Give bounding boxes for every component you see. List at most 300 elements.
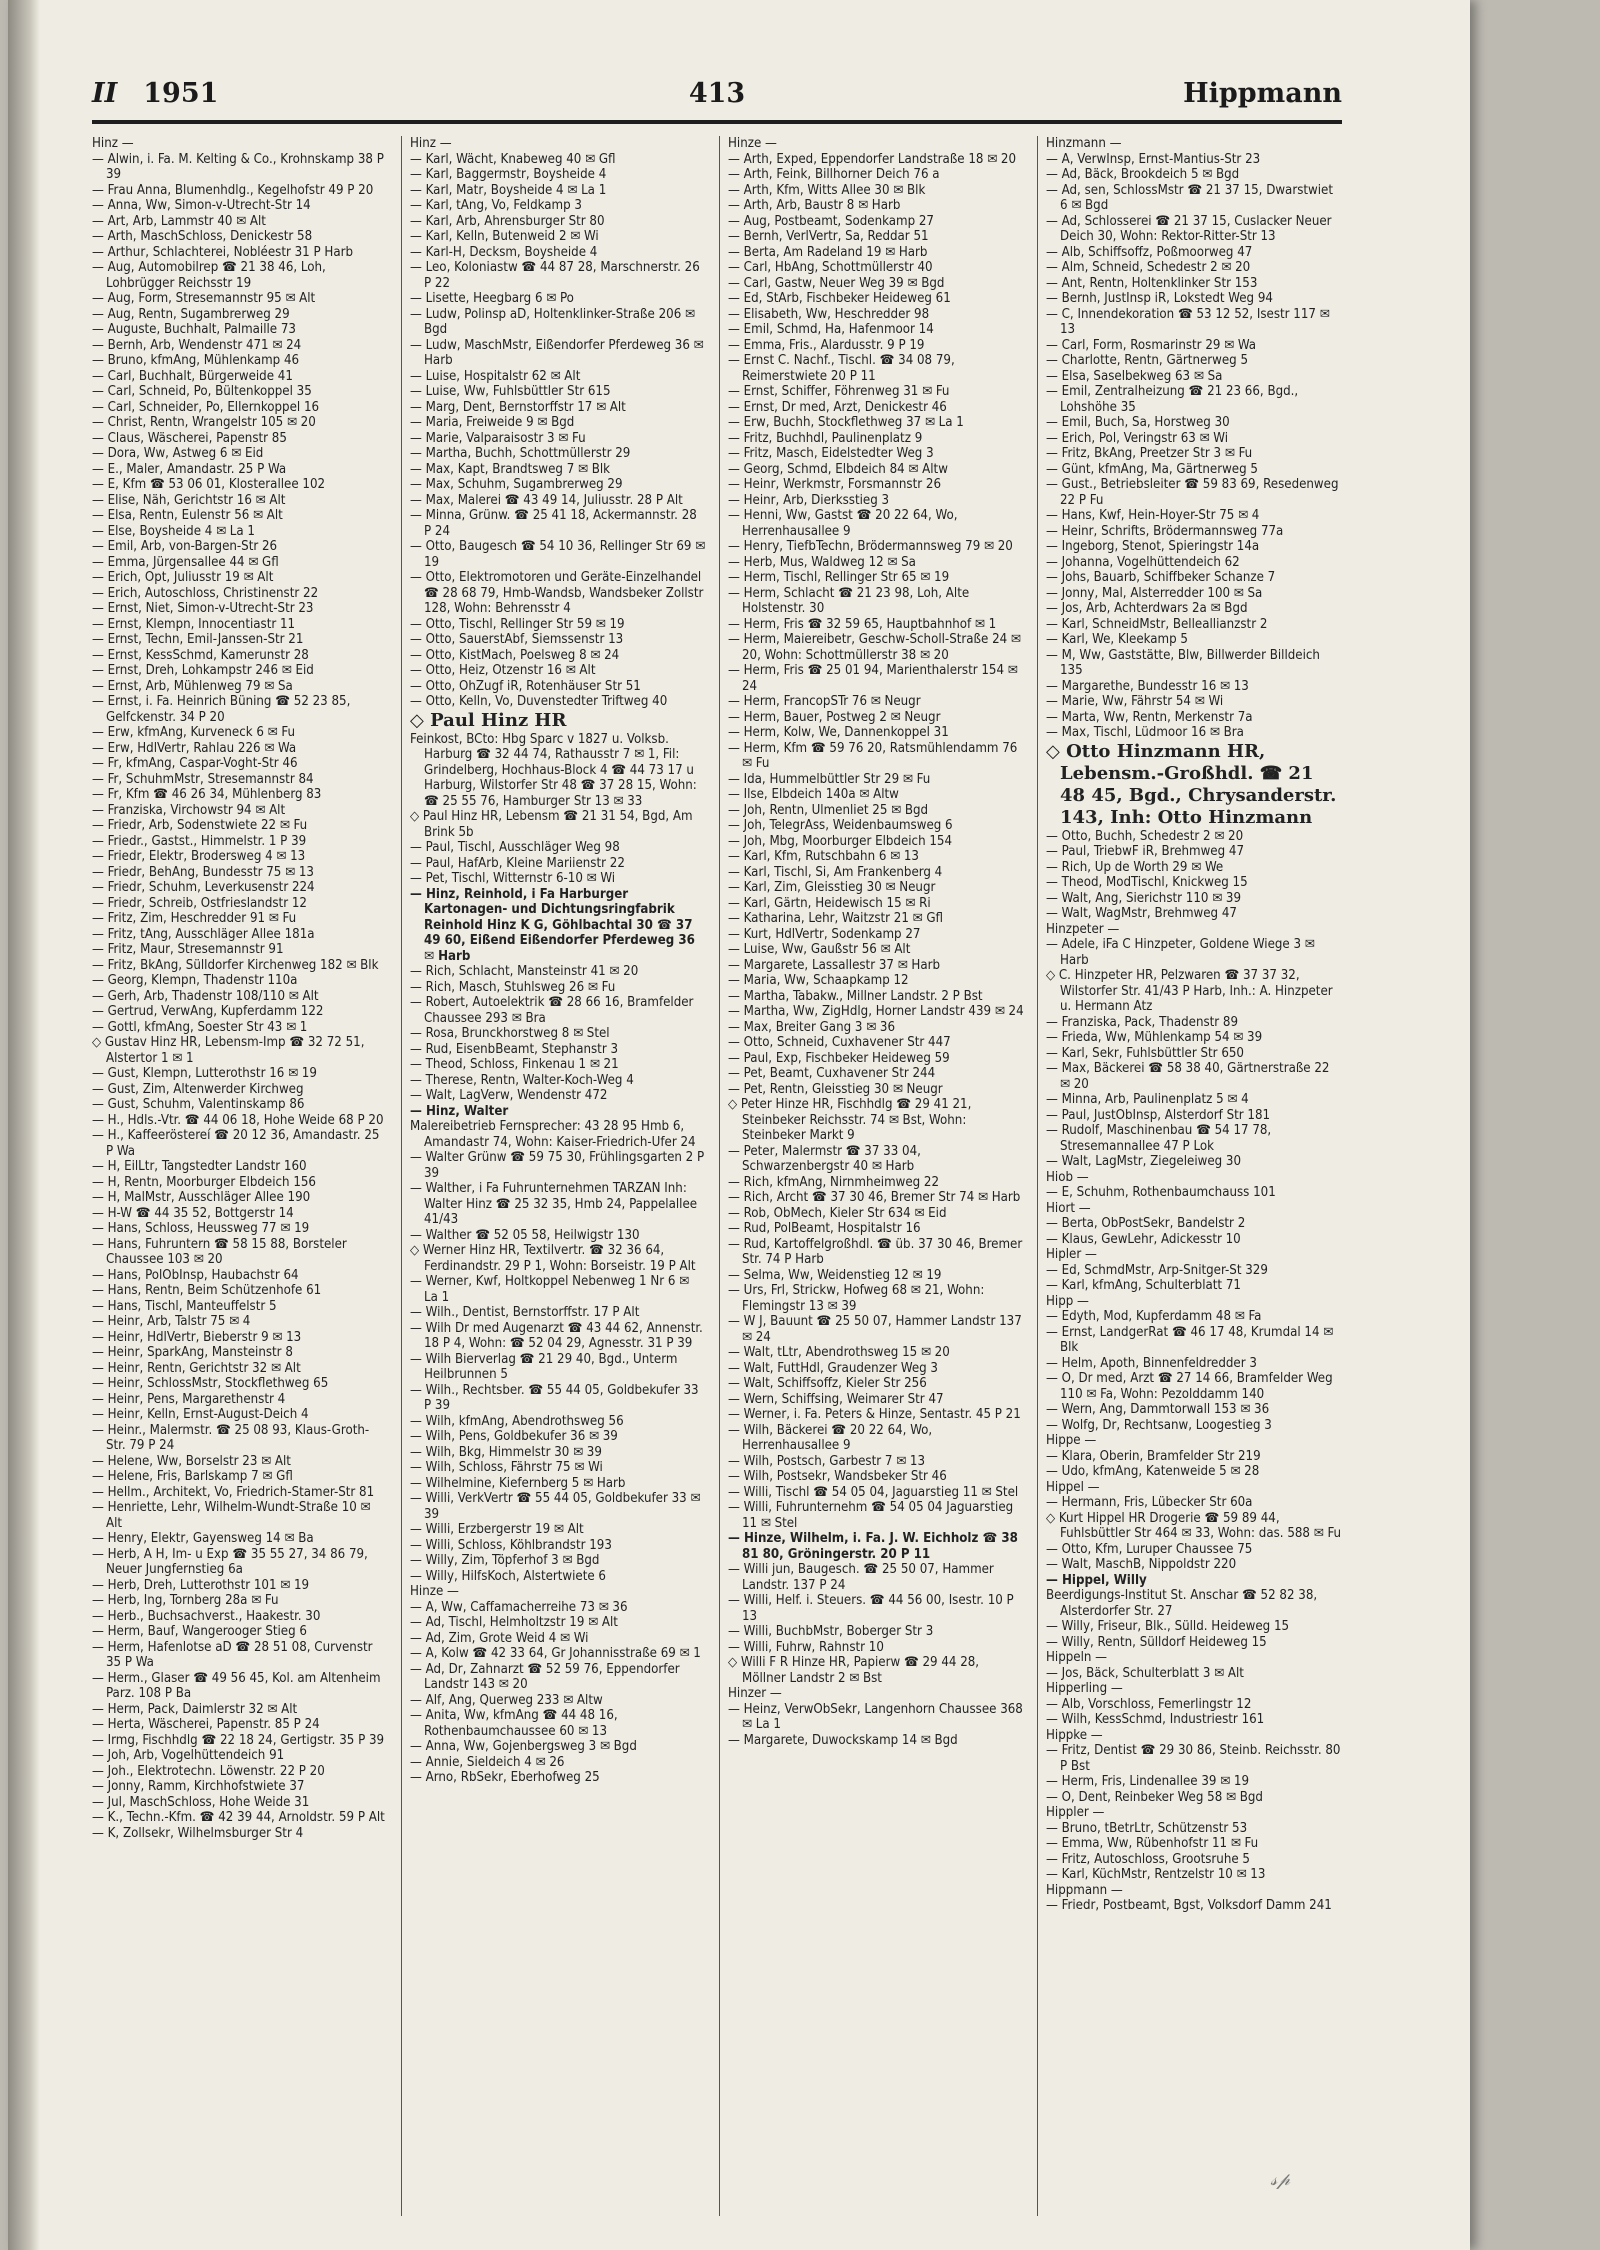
directory-entry: — Frau Anna, Blumenhdlg., Kegelhofstr 49 P 20	[92, 182, 374, 198]
directory-entry: — Herm, Bauf, Wangerooger Stieg 6	[92, 1624, 307, 1639]
directory-entry: — Ilse, Elbdeich 140a ✉ Altw	[728, 787, 899, 802]
directory-entry: — Ed, SchmdMstr, Arp-Snitger-St 329	[1046, 1262, 1268, 1278]
directory-entry: Hinzpeter —	[1046, 921, 1120, 937]
directory-entry: — Leo, Koloniastw ☎ 44 87 28, Marschnerstr. 26 P 22	[410, 260, 700, 291]
page-number: 413	[688, 78, 746, 109]
directory-entry: — Margarete, Duwockskamp 14 ✉ Bgd	[728, 1732, 958, 1748]
directory-entry: Hinze —	[410, 1584, 459, 1599]
directory-entry: — Paul, HafArb, Kleine Mariienstr 22	[410, 855, 625, 871]
directory-entry: — Herta, Wäscherei, Papenstr. 85 P 24	[92, 1717, 320, 1732]
directory-entry: — Herm, Fris, Lindenallee 39 ✉ 19	[1046, 1774, 1250, 1789]
directory-entry: — Karl, Arb, Ahrensburger Str 80	[410, 213, 605, 229]
directory-entry: — Herm, Kfm ☎ 59 76 20, Ratsmühlendamm 76 ✉ Fu	[728, 740, 1018, 771]
directory-entry: — Johs, Bauarb, Schiffbeker Schanze 7	[1046, 570, 1276, 585]
directory-entry: — H., Hdls.-Vtr. ☎ 44 06 18, Hohe Weide 68 P 20	[92, 1112, 384, 1128]
directory-entry: — Fritz, Dentist ☎ 29 30 86, Steinb. Reichsstr. 80 P Bst	[1046, 1743, 1341, 1774]
directory-entry: — Fritz, Autoschloss, Grootsruhe 5	[1046, 1851, 1250, 1867]
directory-entry: — Karl, Tischl, Si, Am Frankenberg 4	[728, 864, 943, 880]
directory-entry: — Dora, Ww, Astweg 6 ✉ Eid	[92, 446, 264, 461]
directory-entry: — Wilhelmine, Kiefernberg 5 ✉ Harb	[410, 1475, 626, 1491]
directory-entry: — Herb, Ing, Tornberg 28a ✉ Fu	[92, 1593, 279, 1608]
directory-column-4	[1046, 136, 1342, 2216]
directory-entry: — Jonny, Mal, Alsterredder 100 ✉ Sa	[1046, 585, 1263, 601]
directory-entry: — Max, Breiter Gang 3 ✉ 36	[728, 1019, 896, 1035]
directory-entry: — Willi jun, Baugesch. ☎ 25 50 07, Hammer Landstr. 137 P 24	[728, 1562, 994, 1593]
directory-entry: — O, Dr med, Arzt ☎ 27 14 66, Bramfelder Weg 110 ✉ Fa, Wohn: Pezolddamm 140	[1046, 1371, 1333, 1402]
directory-entry: Hippke —	[1046, 1727, 1103, 1743]
directory-entry: — Pet, Beamt, Cuxhavener Str 244	[728, 1066, 936, 1081]
volume-label: II	[92, 78, 118, 109]
directory-entry: — Willy, Zim, Töpferhof 3 ✉ Bgd	[410, 1553, 600, 1568]
scan-mark: 𝓈𝓅	[1270, 2169, 1290, 2190]
directory-entry: — Werner, i. Fa. Peters & Hinze, Sentastr. 45 P 21	[728, 1407, 1021, 1422]
directory-entry: — Pet, Tischl, Witternstr 6-10 ✉ Wi	[410, 871, 616, 886]
directory-entry: — Henriette, Lehr, Wilhelm-Wundt-Straße 10 ✉ Alt	[92, 1500, 371, 1531]
directory-entry: — Rich, kfmAng, Nirnmheimweg 22	[728, 1174, 940, 1190]
directory-entry: — Ingeborg, Stenot, Spieringstr 14a	[1046, 539, 1260, 554]
directory-entry: — Fr, SchuhmMstr, Stresemannstr 84	[92, 771, 314, 787]
directory-entry: — Gust, Schuhm, Valentinskamp 86	[92, 1097, 305, 1112]
directory-entry: — Emil, Schmd, Ha, Hafenmoor 14	[728, 322, 934, 337]
directory-entry: — Herm, Bauer, Postweg 2 ✉ Neugr	[728, 709, 941, 725]
directory-entry: — Willi, Fuhrw, Rahnstr 10	[728, 1639, 884, 1655]
directory-entry: — Margarete, Lassallestr 37 ✉ Harb	[728, 957, 941, 973]
directory-entry: — Arth, Kfm, Witts Allee 30 ✉ Blk	[728, 182, 926, 198]
directory-column-2	[410, 136, 706, 2216]
directory-entry: — Elsa, Saselbekweg 63 ✉ Sa	[1046, 368, 1223, 384]
directory-entry: — Arthur, Schlachterei, Nobléestr 31 P Harb	[92, 244, 354, 260]
directory-entry: Feinkost, BCto: Hbg Sparc v 1827 u. Volksb. Harburg ☎ 32 44 74, Rathausstr 7 ✉ 1, Fil: Grindelberg, Hochhaus-Block 4 ☎ 44 73 17 u Harburg, Wilstorfer Str 48 ☎ 37 28 15, Wohn: ☎ 25 55 76, Hamburger Str 13 ✉ 33	[410, 731, 697, 809]
directory-entry: — Friedr, BehAng, Bundesstr 75 ✉ 13	[92, 864, 314, 880]
directory-entry: — Hans, Rentn, Beim Schützenhofe 61	[92, 1283, 322, 1298]
directory-entry: — Martha, Ww, ZigHdlg, Horner Landstr 439 ✉ 24	[728, 1004, 1024, 1019]
directory-entry: — Willi, Schloss, Köhlbrandstr 193	[410, 1537, 612, 1553]
directory-entry: — Aug, Automobilrep ☎ 21 38 46, Loh, Lohbrügger Reichsstr 19	[92, 260, 326, 291]
directory-entry: — Minna, Arb, Paulinenplatz 5 ✉ 4	[1046, 1092, 1249, 1107]
directory-entry: Hippeln —	[1046, 1650, 1108, 1665]
directory-entry: — Rich, Up de Worth 29 ✉ We	[1046, 859, 1224, 875]
directory-entry: — Ad, sen, SchlossMstr ☎ 21 37 15, Dwarstwiet 6 ✉ Bgd	[1046, 182, 1333, 213]
directory-entry: — Ad, Schlosserei ☎ 21 37 15, Cuslacker Neuer Deich 30, Wohn: Rektor-Ritter-Str 13	[1046, 213, 1332, 244]
directory-entry: — Karl, Matr, Boysheide 4 ✉ La 1	[410, 182, 607, 198]
directory-entry: — Elise, Näh, Gerichtstr 16 ✉ Alt	[92, 492, 286, 508]
directory-entry: — Helm, Apoth, Binnenfeldredder 3	[1046, 1355, 1257, 1371]
directory-entry: — Fritz, tAng, Ausschläger Allee 181a	[92, 926, 315, 942]
directory-entry: Hippel —	[1046, 1479, 1100, 1495]
directory-entry: — Anita, Ww, kfmAng ☎ 44 48 16, Rothenbaumchaussee 60 ✉ 13	[410, 1708, 618, 1739]
directory-entry: — Bernh, JustInsp iR, Lokstedt Weg 94	[1046, 291, 1273, 306]
directory-entry: — Irmg, Fischhdlg ☎ 22 18 24, Gertigstr. 35 P 39	[92, 1732, 385, 1748]
directory-entry: — Alm, Schneid, Schedestr 2 ✉ 20	[1046, 260, 1251, 275]
directory-entry: — Ernst C. Nachf., Tischl. ☎ 34 08 79, Reimerstwiete 20 P 11	[728, 353, 955, 384]
directory-entry: — Anna, Ww, Gojenbergsweg 3 ✉ Bgd	[410, 1739, 637, 1754]
directory-entry: — Willi, Fuhrunternehm ☎ 54 05 04 Jaguarstieg 11 ✉ Stel	[728, 1500, 1014, 1531]
directory-entry: — Ernst, i. Fa. Heinrich Büning ☎ 52 23 85, Gelfckenstr. 34 P 20	[92, 694, 351, 725]
directory-entry: — Helene, Fris, Barlskamp 7 ✉ Gfl	[92, 1469, 293, 1484]
directory-entry: — Günt, kfmAng, Ma, Gärtnerweg 5	[1046, 461, 1258, 477]
directory-entry: — Wilh, Bäckerei ☎ 20 22 64, Wo, Herrenhausallee 9	[728, 1422, 933, 1453]
directory-entry: — Klaus, GewLehr, Adickesstr 10	[1046, 1231, 1241, 1247]
directory-entry: — Lisette, Heegbarg 6 ✉ Po	[410, 291, 574, 306]
directory-entry: — Joh, Mbg, Moorburger Elbdeich 154	[728, 833, 952, 849]
directory-entry: — Ernst, Schiffer, Föhrenweg 31 ✉ Fu	[728, 384, 950, 399]
directory-entry: — Ernst, Niet, Simon-v-Utrecht-Str 23	[92, 601, 314, 616]
directory-entry: — Marie, Valparaisostr 3 ✉ Fu	[410, 430, 586, 446]
directory-entry: ◇ Werner Hinz HR, Textilvertr. ☎ 32 36 64, Ferdinandstr. 29 P 1, Wohn: Borseistr. 19 P Alt	[410, 1243, 696, 1274]
directory-entry: — Walther ☎ 52 05 58, Heilwigstr 130	[410, 1227, 640, 1243]
directory-entry: — Martha, Buchh, Schottmüllerstr 29	[410, 446, 631, 461]
directory-entry: — Robert, Autoelektrik ☎ 28 66 16, Bramfelder Chaussee 293 ✉ Bra	[410, 995, 694, 1026]
directory-entry: — Otto, Elektromotoren und Geräte-Einzelhandel ☎ 28 68 79, Hmb-Wandsb, Wandsbeker Zollstr 128, Wohn: Behrensstr 4	[410, 570, 704, 616]
directory-entry: Hipp —	[1046, 1293, 1089, 1309]
directory-entry: — Gertrud, VerwAng, Kupferdamm 122	[92, 1004, 324, 1019]
directory-entry: — Heinz, VerwObSekr, Langenhorn Chaussee 368 ✉ La 1	[728, 1701, 1023, 1732]
directory-entry: — Wilh., Dentist, Bernstorffstr. 17 P Alt	[410, 1305, 640, 1320]
directory-entry: — Erw, Buchh, Stockflethweg 37 ✉ La 1	[728, 415, 964, 430]
directory-entry: — Herm, Fris ☎ 32 59 65, Hauptbahnhof ✉ 1	[728, 616, 997, 632]
directory-entry: — Fritz, Buchhdl, Paulinenplatz 9	[728, 430, 923, 446]
directory-entry: — Edyth, Mod, Kupferdamm 48 ✉ Fa	[1046, 1309, 1262, 1324]
directory-entry: — Herm, Fris ☎ 25 01 94, Marienthalerstr 154 ✉ 24	[728, 663, 1018, 694]
directory-entry: — Fritz, Maur, Stresemannstr 91	[92, 942, 284, 957]
header-keyword: Hippmann	[1183, 78, 1342, 109]
directory-entry: — Emma, Jürgensallee 44 ✉ Gfl	[92, 554, 279, 570]
directory-entry: — Berta, ObPostSekr, Bandelstr 2	[1046, 1216, 1246, 1231]
directory-entry: — Ernst, LandgerRat ☎ 46 17 48, Krumdal 14 ✉ Blk	[1046, 1324, 1334, 1355]
directory-entry: Hinzer —	[728, 1686, 782, 1701]
directory-entry: — C, Innendekoration ☎ 53 12 52, Isestr 117 ✉ 13	[1046, 306, 1330, 337]
directory-entry: — Otto, Tischl, Rellinger Str 59 ✉ 19	[410, 616, 625, 632]
directory-entry: — Carl, Gastw, Neuer Weg 39 ✉ Bgd	[728, 275, 945, 291]
directory-entry: — Fritz, BkAng, Preetzer Str 3 ✉ Fu	[1046, 446, 1253, 461]
directory-entry: — Anna, Ww, Simon-v-Utrecht-Str 14	[92, 198, 311, 213]
directory-entry: — Heinr, Schrifts, Brödermannsweg 77a	[1046, 523, 1284, 539]
directory-entry: — Otto, Buchh, Schedestr 2 ✉ 20	[1046, 828, 1244, 844]
directory-entry: — Theod, ModTischl, Knickweg 15	[1046, 875, 1248, 890]
directory-entry: — Wern, Ang, Dammtorwall 153 ✉ 36	[1046, 1402, 1270, 1417]
directory-entry: — Friedr, Arb, Sodenstwiete 22 ✉ Fu	[92, 818, 308, 833]
directory-entry: — Gust., Betriebsleiter ☎ 59 83 69, Resedenweg 22 P Fu	[1046, 477, 1339, 508]
directory-entry: — Ernst, Dreh, Lohkampstr 246 ✉ Eid	[92, 663, 314, 678]
directory-entry: Malereibetrieb Fernsprecher: 43 28 95 Hmb 6, Amandastr 74, Wohn: Kaiser-Friedrich-Ufer 24	[410, 1119, 696, 1150]
directory-entry: — Friedr, Schuhm, Leverkusenstr 224	[92, 880, 315, 895]
directory-entry: — Max, Schuhm, Sugambrerweg 29	[410, 477, 623, 492]
directory-entry: — Auguste, Buchhalt, Palmaille 73	[92, 322, 296, 337]
directory-entry: — Maria, Ww, Schaapkamp 12	[728, 973, 909, 988]
directory-entry: — Otto, Heiz, Otzenstr 16 ✉ Alt	[410, 663, 596, 678]
directory-entry: Hippler —	[1046, 1805, 1105, 1820]
directory-entry: — Art, Arb, Lammstr 40 ✉ Alt	[92, 213, 266, 229]
directory-entry: — Fr, Kfm ☎ 46 26 34, Mühlenberg 83	[92, 787, 322, 802]
directory-entry: — Wilh, KessSchmd, Industriestr 161	[1046, 1712, 1265, 1727]
directory-entry: — Arth, Feink, Billhorner Deich 76 a	[728, 167, 940, 182]
directory-entry: — A, VerwInsp, Ernst-Mantius-Str 23	[1046, 151, 1261, 167]
directory-entry: — Herm, Schlacht ☎ 21 23 98, Loh, Alte Holstenstr. 30	[728, 585, 970, 616]
directory-entry: — Heinr, Pens, Margarethenstr 4	[92, 1391, 286, 1407]
directory-page	[8, 0, 1470, 2250]
directory-entry: — Ludw, Polinsp aD, Holtenklinker-Straße 206 ✉ Bgd	[410, 306, 695, 337]
directory-entry: — Carl, Form, Rosmarinstr 29 ✉ Wa	[1046, 337, 1257, 353]
directory-entry: — Karl-H, Decksm, Boysheide 4	[410, 244, 598, 260]
directory-entry: — Rich, Masch, Stuhlsweg 26 ✉ Fu	[410, 979, 616, 995]
directory-column-1	[92, 136, 388, 2216]
directory-entry: ◇ Gustav Hinz HR, Lebensm-Imp ☎ 32 72 51, Alstertor 1 ✉ 1	[92, 1035, 365, 1066]
directory-entry: — Wilh, Postsekr, Wandsbeker Str 46	[728, 1469, 947, 1484]
directory-entry: ◇ Paul Hinz HR, Lebensm ☎ 21 31 54, Bgd, Am Brink 5b	[410, 809, 693, 840]
directory-entry: — Maria, Freiweide 9 ✉ Bgd	[410, 415, 575, 430]
directory-entry: — Adele, iFa C Hinzpeter, Goldene Wiege 3 ✉ Harb	[1046, 937, 1315, 968]
directory-entry: — Emil, Arb, von-Bargen-Str 26	[92, 539, 278, 554]
directory-entry: — Walt, tLtr, Abendrothsweg 15 ✉ 20	[728, 1345, 950, 1360]
directory-entry: ◇ Peter Hinze HR, Fischhdlg ☎ 29 41 21, Steinbeker Reichsstr. 74 ✉ Bst, Wohn: Steinbeker Markt 9	[728, 1097, 972, 1143]
directory-entry: — Friedr, Postbeamt, Bgst, Volksdorf Damm 241	[1046, 1898, 1332, 1913]
directory-entry: — Heinr., Malermstr. ☎ 25 08 93, Klaus-Groth-Str. 79 P 24	[92, 1422, 370, 1453]
directory-entry: — Klara, Oberin, Bramfelder Str 219	[1046, 1448, 1261, 1464]
directory-entry: — Walt, Ang, Sierichstr 110 ✉ 39	[1046, 890, 1242, 906]
directory-entry: — Jos, Arb, Achterdwars 2a ✉ Bgd	[1046, 601, 1248, 616]
directory-entry: — Johanna, Vogelhüttendeich 62	[1046, 554, 1240, 570]
directory-entry: — Marie, Ww, Fährstr 54 ✉ Wi	[1046, 694, 1224, 709]
directory-entry: — Carl, Buchhalt, Bürgerweide 41	[92, 368, 293, 384]
directory-entry: — Willi, VerkVertr ☎ 55 44 05, Goldbekufer 33 ✉ 39	[410, 1491, 701, 1522]
directory-entry: — Max, Tischl, Lüdmoor 16 ✉ Bra	[1046, 725, 1244, 740]
directory-entry: — Joh, Rentn, Ulmenliet 25 ✉ Bgd	[728, 802, 929, 818]
directory-entry: — Jul, MaschSchloss, Hohe Weide 31	[92, 1794, 310, 1810]
directory-entry: ◇ C. Hinzpeter HR, Pelzwaren ☎ 37 37 32, Wilstorfer Str. 41/43 P Harb, Inh.: A. Hinzpeter u. Hermann Atz	[1046, 968, 1333, 1014]
directory-entry: ◇ Kurt Hippel HR Drogerie ☎ 59 89 44, Fuhlsbüttler Str 464 ✉ 33, Wohn: das. 588 ✉ Fu	[1046, 1510, 1342, 1541]
directory-entry: — Annie, Sieldeich 4 ✉ 26	[410, 1754, 565, 1770]
directory-entry: — E., Maler, Amandastr. 25 P Wa	[92, 461, 287, 477]
directory-entry: ◇ Otto Hinzmann HR, Lebensm.-Großhdl. ☎ 21 48 45, Bgd., Chrysanderstr. 143, Inh: Otto Hinzmann	[1046, 740, 1337, 828]
directory-entry: — Herm, Kolw, We, Dannenkoppel 31	[728, 725, 949, 740]
directory-entry: — Ant, Rentn, Holtenklinker Str 153	[1046, 275, 1258, 291]
directory-entry: — Friedr, Elektr, Brodersweg 4 ✉ 13	[92, 849, 306, 864]
directory-entry: — Otto, Kfm, Luruper Chaussee 75	[1046, 1541, 1253, 1557]
directory-entry: — Karl, Gärtn, Heidewisch 15 ✉ Ri	[728, 895, 931, 911]
directory-entry: — Gust, Zim, Altenwerder Kirchweg	[92, 1081, 304, 1097]
directory-entry: — Rob, ObMech, Kieler Str 634 ✉ Eid	[728, 1205, 947, 1221]
directory-entry: Hiob —	[1046, 1169, 1089, 1185]
directory-entry: — A, Ww, Caffamacherreihe 73 ✉ 36	[410, 1599, 628, 1615]
directory-entry: — Rich, Archt ☎ 37 30 46, Bremer Str 74 ✉ Harb	[728, 1190, 1021, 1205]
directory-entry: — Charlotte, Rentn, Gärtnerweg 5	[1046, 353, 1248, 368]
directory-entry: — Ed, StArb, Fischbeker Heideweg 61	[728, 291, 951, 306]
directory-entry: — Aug, Postbeamt, Sodenkamp 27	[728, 213, 934, 229]
column-divider	[719, 136, 720, 2216]
directory-entry: — Max, Bäckerei ☎ 58 38 40, Gärtnerstraße 22 ✉ 20	[1046, 1061, 1330, 1092]
directory-entry: — M, Ww, Gaststätte, Blw, Billwerder Billdeich 135	[1046, 647, 1320, 678]
directory-entry: — Else, Boysheide 4 ✉ La 1	[92, 523, 255, 539]
directory-entry: — Herb, Mus, Waldweg 12 ✉ Sa	[728, 554, 916, 570]
directory-entry: — Erich, Opt, Juliusstr 19 ✉ Alt	[92, 570, 274, 585]
directory-entry: — Karl, Sekr, Fuhlsbüttler Str 650	[1046, 1045, 1244, 1061]
directory-entry: — Arno, RbSekr, Eberhofweg 25	[410, 1770, 600, 1785]
directory-entry: — Therese, Rentn, Walter-Koch-Weg 4	[410, 1072, 634, 1088]
directory-entry: — Gottl, kfmAng, Soester Str 43 ✉ 1	[92, 1019, 308, 1035]
directory-entry: — Wilh, Bkg, Himmelstr 30 ✉ 39	[410, 1444, 602, 1460]
directory-entry: — Bruno, tBetrLtr, Schützenstr 53	[1046, 1820, 1248, 1836]
directory-entry: — Carl, HbAng, Schottmüllerstr 40	[728, 260, 933, 275]
directory-entry: Hippe —	[1046, 1433, 1097, 1448]
directory-entry: — E, Schuhm, Rothenbaumchauss 101	[1046, 1185, 1276, 1200]
directory-entry: ◇ Willi F R Hinze HR, Papierw ☎ 29 44 28, Möllner Landstr 2 ✉ Bst	[728, 1655, 980, 1686]
directory-entry: — Luise, Ww, Gaußstr 56 ✉ Alt	[728, 942, 911, 957]
directory-entry: — Herm, Pack, Daimlerstr 32 ✉ Alt	[92, 1701, 298, 1717]
directory-entry: — Otto, Schneid, Cuxhavener Str 447	[728, 1035, 951, 1050]
directory-entry: — W J, Bauunt ☎ 25 50 07, Hammer Landstr 137 ✉ 24	[728, 1314, 1022, 1345]
directory-entry: — Erich, Pol, Veringstr 63 ✉ Wi	[1046, 430, 1229, 446]
directory-entry: — Arth, Arb, Baustr 8 ✉ Harb	[728, 198, 901, 213]
page-header	[92, 78, 1342, 124]
directory-entry: — Ernst, Techn, Emil-Janssen-Str 21	[92, 632, 304, 647]
directory-entry: — Aug, Rentn, Sugambrerweg 29	[92, 306, 290, 322]
directory-entry: — Karl, Baggermstr, Boysheide 4	[410, 167, 607, 182]
directory-entry: — Peter, Malermstr ☎ 37 33 04, Schwarzenbergstr 40 ✉ Harb	[728, 1143, 921, 1174]
directory-entry: — Walt, FuttHdl, Graudenzer Weg 3	[728, 1360, 938, 1376]
directory-entry: — Herm, Tischl, Rellinger Str 65 ✉ 19	[728, 570, 950, 585]
directory-entry: — Claus, Wäscherei, Papenstr 85	[92, 430, 287, 446]
directory-entry: — Georg, Schmd, Elbdeich 84 ✉ Altw	[728, 461, 948, 477]
directory-entry: — Bernh, VerlVertr, Sa, Reddar 51	[728, 229, 929, 244]
directory-entry: — Herm, Hafenlotse aD ☎ 28 51 08, Curvenstr 35 P Wa	[92, 1639, 373, 1670]
directory-entry: — Rosa, Brunckhorstweg 8 ✉ Stel	[410, 1026, 610, 1041]
directory-entry: — Otto, Baugesch ☎ 54 10 36, Rellinger Str 69 ✉ 19	[410, 539, 706, 570]
directory-entry: — Willy, HilfsKoch, Alstertwiete 6	[410, 1568, 606, 1584]
directory-entry: — Gust, Klempn, Lutterothstr 16 ✉ 19	[92, 1066, 317, 1081]
directory-entry: — Joh, TelegrAss, Weidenbaumsweg 6	[728, 818, 953, 833]
directory-entry: — Willi, Helf. i. Steuers. ☎ 44 56 00, Isestr. 10 P 13	[728, 1593, 1014, 1624]
directory-entry: — Christ, Rentn, Wrangelstr 105 ✉ 20	[92, 415, 316, 430]
directory-entry: — Emil, Zentralheizung ☎ 21 23 66, Bgd., Lohshöhe 35	[1046, 384, 1299, 415]
directory-entry: — Herm, FrancopSTr 76 ✉ Neugr	[728, 694, 921, 709]
directory-entry: Hiort —	[1046, 1200, 1091, 1216]
column-divider	[1037, 136, 1038, 2216]
directory-entry: — H, MalMstr, Ausschläger Allee 190	[92, 1190, 311, 1205]
directory-entry: — Hippel, Willy	[1046, 1572, 1147, 1588]
directory-entry: — Pet, Rentn, Gleisstieg 30 ✉ Neugr	[728, 1081, 943, 1097]
directory-entry: — Erw, kfmAng, Kurveneck 6 ✉ Fu	[92, 725, 296, 740]
directory-entry: — Karl, We, Kleekamp 5	[1046, 632, 1188, 647]
directory-entry: — Bernh, Arb, Wendenstr 471 ✉ 24	[92, 337, 302, 353]
directory-entry: — Otto, Kelln, Vo, Duvenstedter Triftweg 40	[410, 694, 668, 709]
directory-entry: — Karl, kfmAng, Schulterblatt 71	[1046, 1278, 1241, 1293]
directory-entry: — Heinr, Werkmstr, Forsmannstr 26	[728, 477, 941, 492]
directory-entry: — Walt, LagMstr, Ziegeleiweg 30	[1046, 1154, 1242, 1169]
directory-entry: — Frieda, Ww, Mühlenkamp 54 ✉ 39	[1046, 1030, 1263, 1045]
directory-entry: — Joh., Elektrotechn. Löwenstr. 22 P 20	[92, 1763, 325, 1779]
directory-entry: — Wilh, Schloss, Fährstr 75 ✉ Wi	[410, 1460, 603, 1475]
directory-entry: — Emma, Ww, Rübenhofstr 11 ✉ Fu	[1046, 1836, 1259, 1851]
directory-entry: — Wilh, Postsch, Garbestr 7 ✉ 13	[728, 1453, 926, 1469]
directory-entry: — Marg, Dent, Bernstorffstr 17 ✉ Alt	[410, 399, 626, 415]
directory-entry: — Ernst, Dr med, Arzt, Denickestr 46	[728, 399, 947, 415]
directory-entry: — H-W ☎ 44 35 52, Bottgerstr 14	[92, 1205, 294, 1221]
directory-entry: — Karl, SchneidMstr, Belleallianzstr 2	[1046, 616, 1268, 632]
directory-entry: — Alb, Schiffsoffz, Poßmoorweg 47	[1046, 244, 1253, 260]
directory-entry: — Ludw, MaschMstr, Eißendorfer Pferdeweg 36 ✉ Harb	[410, 337, 704, 368]
year-label: 1951	[143, 78, 219, 109]
directory-entry: — Franziska, Pack, Thadenstr 89	[1046, 1014, 1239, 1030]
directory-entry: — Henry, TiefbTechn, Brödermannsweg 79 ✉ 20	[728, 539, 1013, 554]
directory-entry: — Henni, Ww, Gastst ☎ 20 22 64, Wo, Herrenhausallee 9	[728, 508, 958, 539]
directory-entry: — Otto, OhZugf iR, Rotenhäuser Str 51	[410, 678, 641, 694]
directory-entry: — O, Dent, Reinbeker Weg 58 ✉ Bgd	[1046, 1789, 1263, 1805]
directory-entry: — Alf, Ang, Querweg 233 ✉ Altw	[410, 1692, 603, 1708]
directory-entry: — Franziska, Virchowstr 94 ✉ Alt	[92, 802, 286, 818]
directory-entry: — K., Techn.-Kfm. ☎ 42 39 44, Arnoldstr. 59 P Alt	[92, 1810, 385, 1825]
directory-entry: — Minna, Grünw. ☎ 25 41 18, Ackermannstr. 28 P 24	[410, 508, 697, 539]
directory-entry: — Wilh, kfmAng, Abendrothsweg 56	[410, 1413, 624, 1429]
directory-entry: — Max, Malerei ☎ 43 49 14, Juliusstr. 28 P Alt	[410, 492, 683, 508]
directory-entry: — Wern, Schiffsing, Weimarer Str 47	[728, 1391, 944, 1407]
directory-entry: — Paul, JustObInsp, Alsterdorf Str 181	[1046, 1107, 1271, 1123]
directory-entry: — Hans, Fuhruntern ☎ 58 15 88, Borsteler Chaussee 103 ✉ 20	[92, 1236, 347, 1267]
directory-entry: — Jos, Bäck, Schulterblatt 3 ✉ Alt	[1046, 1665, 1244, 1681]
directory-entry: — Karl, KüchMstr, Rentzelstr 10 ✉ 13	[1046, 1867, 1266, 1882]
directory-entry: — Karl, Wächt, Knabeweg 40 ✉ Gfl	[410, 151, 616, 167]
directory-entry: — Udo, kfmAng, Katenweide 5 ✉ 28	[1046, 1464, 1260, 1479]
directory-entry: Hinz —	[92, 136, 134, 151]
directory-entry: — Max, Kapt, Brandtsweg 7 ✉ Blk	[410, 461, 611, 477]
directory-entry: — Walter Grünw ☎ 59 75 30, Frühlingsgarten 2 P 39	[410, 1150, 705, 1181]
directory-column-3	[728, 136, 1024, 2216]
directory-entry: — Hans, Schloss, Heussweg 77 ✉ 19	[92, 1221, 310, 1236]
directory-entry: — Hans, Tischl, Manteuffelstr 5	[92, 1298, 277, 1314]
directory-entry: — E, Kfm ☎ 53 06 01, Klosterallee 102	[92, 477, 326, 492]
directory-entry: — Georg, Klempn, Thadenstr 110a	[92, 973, 298, 988]
directory-columns	[92, 136, 1342, 2216]
directory-entry: — Walt, Schiffsoffz, Kieler Str 256	[728, 1376, 927, 1391]
directory-entry: — Katharina, Lehr, Waitzstr 21 ✉ Gfl	[728, 911, 944, 926]
directory-entry: — Fritz, Masch, Eidelstedter Weg 3	[728, 446, 934, 461]
directory-entry: — Paul, Tischl, Ausschläger Weg 98	[410, 840, 620, 855]
directory-entry: — Rud, EisenbBeamt, Stephanstr 3	[410, 1041, 619, 1057]
directory-entry: — Heinr, Rentn, Gerichtstr 32 ✉ Alt	[92, 1360, 301, 1376]
column-divider	[401, 136, 402, 2216]
directory-entry: — Berta, Am Radeland 19 ✉ Harb	[728, 244, 928, 260]
directory-entry: — Alb, Vorschloss, Femerlingstr 12	[1046, 1696, 1252, 1712]
directory-entry: — Willi, BuchbMstr, Boberger Str 3	[728, 1624, 934, 1639]
directory-entry: — Ad, Dr, Zahnarzt ☎ 52 59 76, Eppendorfer Landstr 143 ✉ 20	[410, 1661, 680, 1692]
directory-entry: — Willi, Tischl ☎ 54 05 04, Jaguarstieg 11 ✉ Stel	[728, 1484, 1019, 1500]
directory-entry: Hinze —	[728, 136, 777, 151]
directory-entry: — Friedr, Schreib, Ostfrieslandstr 12	[92, 895, 307, 911]
directory-entry: — Emil, Buch, Sa, Horstweg 30	[1046, 415, 1230, 430]
directory-entry: — Alwin, i. Fa. M. Kelting & Co., Krohnskamp 38 P 39	[92, 151, 384, 182]
directory-entry: — Ad, Zim, Grote Weid 4 ✉ Wi	[410, 1630, 589, 1646]
directory-entry: — H, Rentn, Moorburger Elbdeich 156	[92, 1174, 316, 1190]
directory-entry: — Walt, WagMstr, Brehmweg 47	[1046, 906, 1237, 921]
directory-entry: — Fritz, Zim, Heschredder 91 ✉ Fu	[92, 911, 297, 926]
directory-entry: — Rud, Kartoffelgroßhdl. ☎ üb. 37 30 46, Bremer Str. 74 P Harb	[728, 1236, 1023, 1267]
directory-entry: — Rudolf, Maschinenbau ☎ 54 17 78, Stresemannallee 47 P Lok	[1046, 1123, 1272, 1154]
directory-entry: — Theod, Schloss, Finkenau 1 ✉ 21	[410, 1057, 619, 1072]
directory-entry: Hipler —	[1046, 1247, 1097, 1262]
directory-entry: — Martha, Tabakw., Millner Landstr. 2 P Bst	[728, 988, 983, 1004]
directory-entry: — Henry, Elektr, Gayensweg 14 ✉ Ba	[92, 1531, 314, 1546]
directory-entry: — Heinr, HdlVertr, Bieberstr 9 ✉ 13	[92, 1329, 302, 1345]
directory-entry: — Jonny, Ramm, Kirchhofstwiete 37	[92, 1779, 305, 1794]
directory-entry: — Otto, KistMach, Poelsweg 8 ✉ 24	[410, 647, 620, 663]
directory-entry: — Heinr, Arb, Dierksstieg 3	[728, 492, 890, 508]
directory-entry: — Erw, HdlVertr, Rahlau 226 ✉ Wa	[92, 740, 297, 756]
directory-entry: — Willi, Erzbergerstr 19 ✉ Alt	[410, 1522, 584, 1537]
directory-entry: — Hermann, Fris, Lübecker Str 60a	[1046, 1495, 1253, 1510]
directory-entry: — Helene, Ww, Borselstr 23 ✉ Alt	[92, 1453, 291, 1469]
directory-entry: — Ernst, KessSchmd, Kamerunstr 28	[92, 647, 309, 663]
directory-entry: — Wilh Dr med Augenarzt ☎ 43 44 62, Annenstr. 18 P 4, Wohn: ☎ 52 04 29, Agnesstr. 31 P 39	[410, 1320, 703, 1351]
directory-entry: — Bruno, kfmAng, Mühlenkamp 46	[92, 353, 300, 368]
